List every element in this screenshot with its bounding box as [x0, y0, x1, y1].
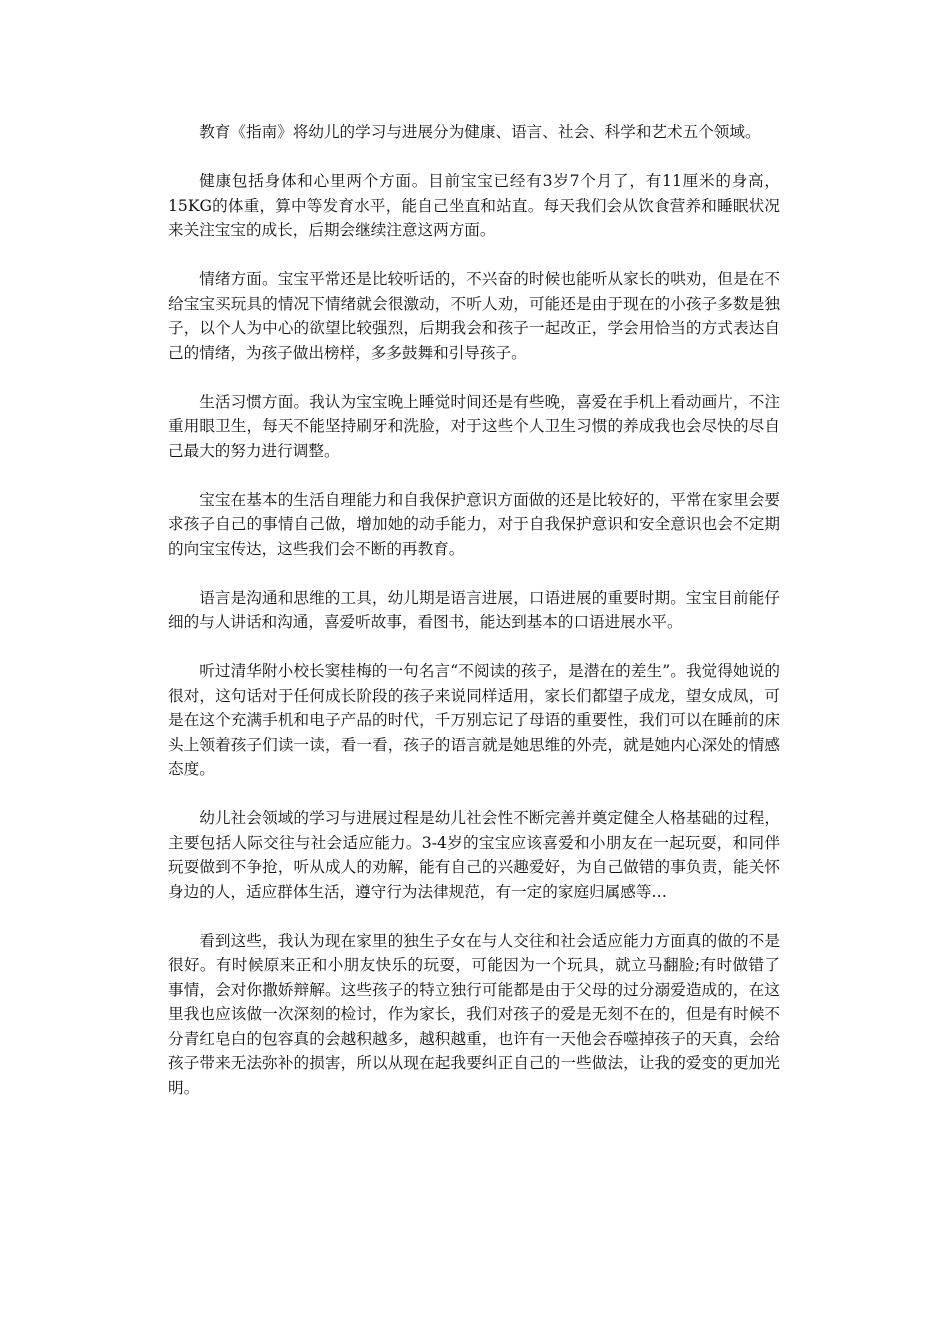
paragraph-language: 语言是沟通和思维的工具，幼儿期是语言进展，口语进展的重要时期。宝宝目前能仔细的与人讲话和沟通，喜爱听故事，看图书，能达到基本的口语进展水平。	[168, 588, 780, 631]
paragraph-emotion: 情绪方面。宝宝平常还是比较听话的，不兴奋的时候也能听从家长的哄劝，但是在不给宝宝买玩具的情况下情绪就会很激动，不听人劝，可能还是由于现在的小孩子多数是独子，以个人为中心的欲望比较强烈，后期我会和孩子一起改正，学会用恰当的方式表达自己的情绪，为孩子做出榜样，多多鼓舞和引导孩子。	[168, 270, 780, 362]
paragraph-social: 幼儿社会领域的学习与进展过程是幼儿社会性不断完善并奠定健全人格基础的过程，主要包括人际交往与社会适应能力。3-4岁的宝宝应该喜爱和小朋友在一起玩耍，和同伴玩耍做到不争抢，听从成人的劝解，能有自己的兴趣爱好，为自己做错的事负责，能关怀身边的人，适应群体生活，遵守行为法律规范，有一定的家庭归属感等…	[168, 809, 780, 901]
paragraph-habits: 生活习惯方面。我认为宝宝晚上睡觉时间还是有些晚，喜爱在手机上看动画片，不注重用眼卫生，每天不能坚持刷牙和洗脸，对于这些个人卫生习惯的养成我也会尽快的尽自己最大的努力进行调整。	[168, 392, 780, 460]
paragraph-reflection: 看到这些，我认为现在家里的独生子女在与人交往和社会适应能力方面真的做的不是很好。有时候原来正和小朋友快乐的玩耍，可能因为一个玩具，就立马翻脸;有时做错了事情，会对你撒娇辩解。这些孩子的特立独行可能都是由于父母的过分溺爱造成的，在这里我也应该做一次深刻的检讨，作为家长，我们对孩子的爱是无刻不在的，但是有时候不分青红皂白的包容真的会越积越多，越积越重，也许有一天他会吞噬掉孩子的天真，会给孩子带来无法弥补的损害，所以从现在起我要纠正自己的一些做法，让我的爱变的更加光明。	[168, 931, 780, 1097]
paragraph-intro: 教育《指南》将幼儿的学习与进展分为健康、语言、社会、科学和艺术五个领域。	[199, 123, 761, 141]
paragraph-self-care: 宝宝在基本的生活自理能力和自我保护意识方面做的还是比较好的，平常在家里会要求孩子自己的事情自己做，增加她的动手能力，对于自我保护意识和安全意识也会不定期的向宝宝传达，这些我们会不断的再教育。	[168, 490, 780, 558]
document-body	[168, 120, 780, 1125]
paragraph-reading-quote: 听过清华附小校长窦桂梅的一句名言“不阅读的孩子，是潜在的差生”。我觉得她说的很对，这句话对于任何成长阶段的孩子来说同样适用，家长们都望子成龙，望女成凤，可是在这个充满手机和电子产品的时代，千万别忘记了母语的重要性，我们可以在睡前的床头上领着孩子们读一读，看一看，孩子的语言就是她思维的外壳，就是她内心深处的情感态度。	[168, 662, 780, 778]
paragraph-health: 健康包括身体和心里两个方面。目前宝宝已经有3岁7个月了，有11厘米的身高，15KG的体重，算中等发育水平，能自己坐直和站直。每天我们会从饮食营养和睡眠状况来关注宝宝的成长，后期会继续注意这两方面。	[168, 172, 780, 239]
